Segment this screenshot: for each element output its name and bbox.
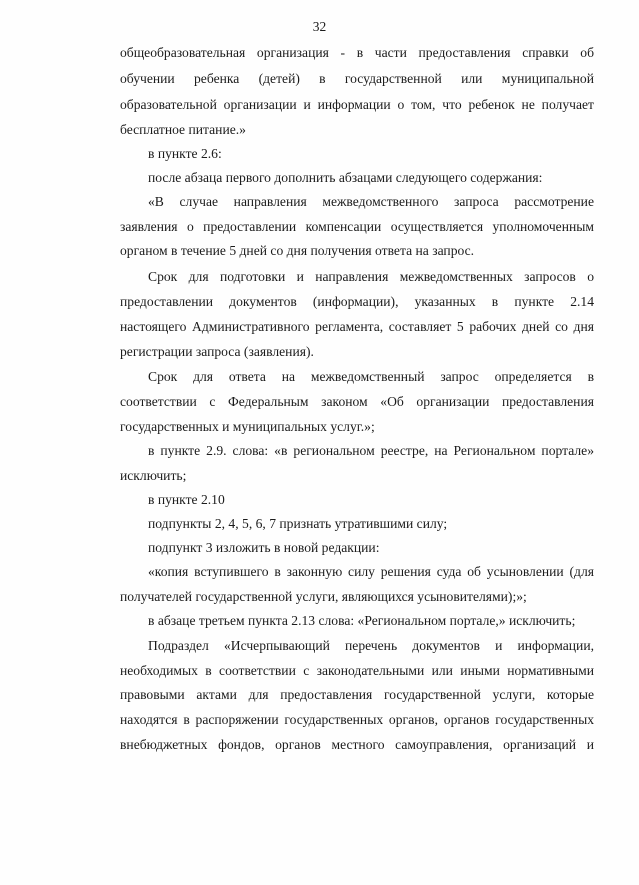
text-line: в пункте 2.10 <box>148 492 225 507</box>
text-line: правовыми актами для предоставления государственной услуги, которые <box>120 687 594 702</box>
text-line: необходимых в соответствии с законодательными или иными нормативными <box>120 663 594 678</box>
text-line: государственных и муниципальных услуг.»; <box>120 419 375 434</box>
text-line: Срок для ответа на межведомственный запрос определяется в <box>148 369 594 384</box>
text-line: обучении ребенка (детей) в государственной или муниципальной <box>120 71 594 86</box>
text-line: в абзаце третьем пункта 2.13 слова: «Региональном портале,» исключить; <box>148 613 576 628</box>
text-line: подпункт 3 изложить в новой редакции: <box>148 540 380 555</box>
text-line: Срок для подготовки и направления межведомственных запросов о <box>148 269 594 284</box>
text-line: общеобразовательная организация - в части предоставления справки об <box>120 45 594 60</box>
text-line: после абзаца первого дополнить абзацами следующего содержания: <box>148 170 543 185</box>
text-line: соответствии с Федеральным законом «Об организации предоставления <box>120 394 594 409</box>
text-line: «В случае направления межведомственного запроса рассмотрение <box>148 194 594 209</box>
text-line: заявления о предоставлении компенсации осуществляется уполномоченным <box>120 219 594 234</box>
text-line: предоставлении документов (информации), указанных в пункте 2.14 <box>120 294 594 309</box>
text-line: настоящего Административного регламента, составляет 5 рабочих дней со дня <box>120 319 594 334</box>
text-line: бесплатное питание.» <box>120 122 246 137</box>
text-line: находятся в распоряжении государственных органов, органов государственных <box>120 712 594 727</box>
text-line: в пункте 2.6: <box>148 146 222 161</box>
page-number: 32 <box>312 19 327 34</box>
text-line: получателей государственной услуги, являющихся усыновителями);»; <box>120 589 527 604</box>
text-line: в пункте 2.9. слова: «в региональном реестре, на Региональном портале» <box>148 443 594 458</box>
text-line: Подраздел «Исчерпывающий перечень документов и информации, <box>148 638 594 653</box>
text-line: «копия вступившего в законную силу решения суда об усыновлении (для <box>148 564 594 579</box>
text-line: образовательной организации и информации о том, что ребенок не получает <box>120 97 594 112</box>
text-line: подпункты 2, 4, 5, 6, 7 признать утратившими силу; <box>148 516 448 531</box>
text-line: органом в течение 5 дней со дня получения ответа на запрос. <box>120 243 475 258</box>
text-line: регистрации запроса (заявления). <box>120 344 314 359</box>
text-line: внебюджетных фондов, органов местного самоуправления, организаций и <box>120 737 594 752</box>
text-line: исключить; <box>120 468 187 483</box>
